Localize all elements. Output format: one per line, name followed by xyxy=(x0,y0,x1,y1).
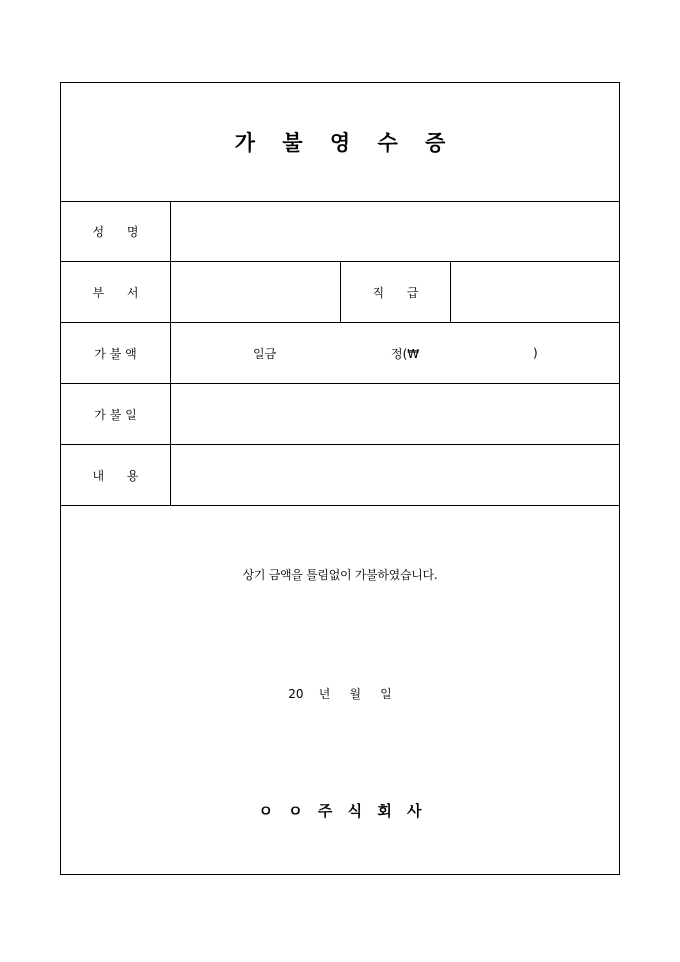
row-advance-date xyxy=(61,384,619,445)
details-label: 내 용 xyxy=(61,445,171,505)
row-department xyxy=(61,262,619,323)
row-name xyxy=(61,201,619,262)
amount-label: 가 불 액 xyxy=(61,323,171,383)
advance-receipt-form xyxy=(60,82,620,875)
details-field[interactable] xyxy=(171,445,619,505)
position-field[interactable] xyxy=(450,262,619,322)
title-area xyxy=(61,83,619,202)
amount-currency-open: 정(₩ xyxy=(391,346,420,361)
row-details xyxy=(61,445,619,506)
name-field[interactable] xyxy=(171,201,619,261)
advance-date-label: 가 불 일 xyxy=(61,384,171,444)
position-label: 직 급 xyxy=(340,262,451,322)
amount-currency-close: ) xyxy=(533,346,538,360)
issue-date: 20 년 월 일 xyxy=(288,687,392,701)
name-label: 성 명 xyxy=(61,201,171,261)
company-name: ㅇ ㅇ 주 식 회 사 xyxy=(258,802,427,820)
department-field[interactable] xyxy=(171,262,340,322)
advance-date-field[interactable] xyxy=(171,384,619,444)
confirmation-statement: 상기 금액을 틀림없이 가불하였습니다. xyxy=(242,568,438,582)
page-title: 가 불 영 수 증 xyxy=(234,130,456,155)
confirmation-area xyxy=(61,506,619,874)
department-label: 부 서 xyxy=(61,262,171,322)
row-amount xyxy=(61,323,619,384)
amount-prefix: 일금 xyxy=(253,346,277,361)
